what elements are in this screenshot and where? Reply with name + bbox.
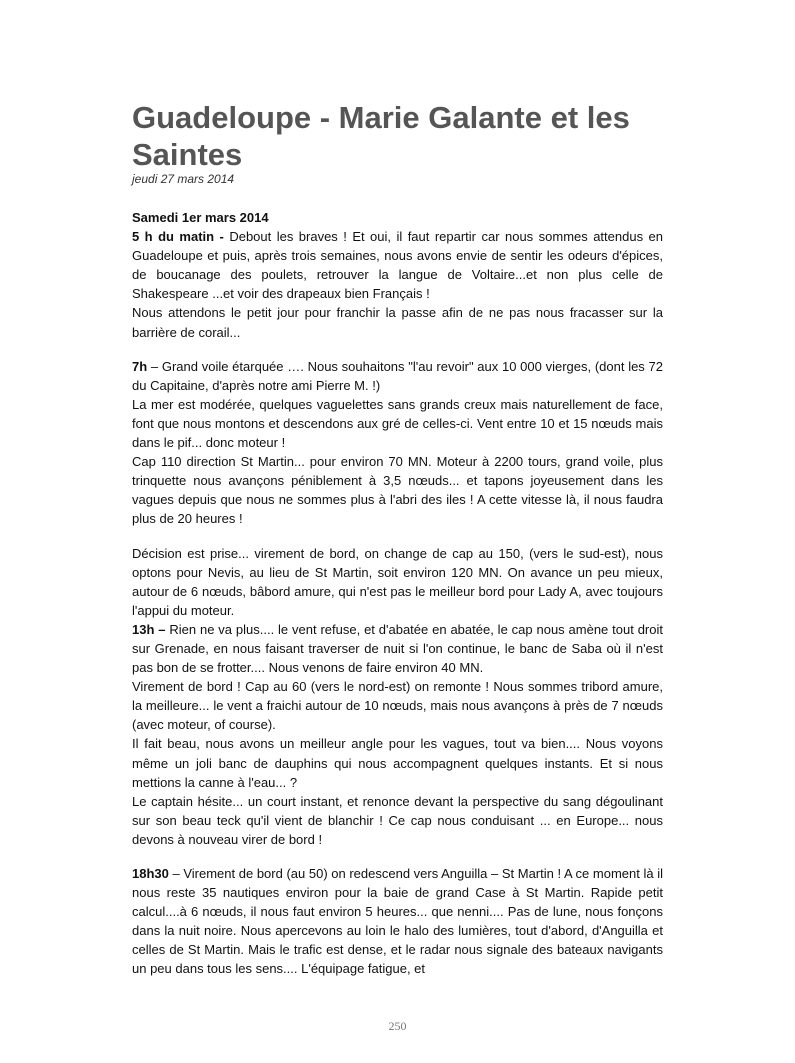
time-label: 13h – bbox=[132, 621, 166, 637]
day-heading: Samedi 1er mars 2014 bbox=[132, 210, 269, 225]
post-date: jeudi 27 mars 2014 bbox=[132, 172, 235, 186]
paragraph-text: Rien ne va plus.... le vent refuse, et d'abatée en abatée, le cap nous amène tout droit sur Grenade, en nous faisant traverser de nuit si l'on continue, le banc de Saba où il n'est pas bon de se frotter.... Nous venons de faire environ 40 MN. bbox=[132, 621, 663, 676]
paragraph bbox=[132, 227, 663, 303]
page-title: Guadeloupe - Marie Galante et les Saintes bbox=[132, 100, 630, 172]
time-label: 5 h du matin - bbox=[132, 229, 224, 245]
paragraph-text: – Virement de bord (au 50) on redescend vers Anguilla – St Martin ! A ce moment là il nous reste 35 nautiques environ pour la baie de grand Case à St Martin. Rapide petit calcul....à 6 nœuds, il nous faut environ 5 heures... que nenni.... Pas de lune, nous fonçons dans la nuit noire. Nous apercevons au loin le halo des lumières, tout d'abord, d'Anguilla et celles de St Martin. Mais le trafic est dense, et le radar nous signale des bateaux navigants un peu dans tous les sens.... L'équipage fatigue, et bbox=[132, 866, 663, 977]
paragraph: Le captain hésite... un court instant, et renonce devant la perspective du sang dégoulinant sur son beau teck qu'il vient de blanchir ! Ce cap nous conduisant ... en Europe... nous devons à nouveau virer de bord ! bbox=[132, 793, 663, 847]
time-label: 18h30 bbox=[132, 866, 169, 881]
paragraph: Virement de bord ! Cap au 60 (vers le nord-est) on remonte ! Nous sommes tribord amure, la meilleure... le vent a fraichi autour de 10 nœuds, mais nous avançons à près de 7 nœuds (avec moteur, of course). bbox=[132, 679, 663, 733]
page-number: 250 bbox=[388, 1019, 407, 1033]
paragraph bbox=[132, 864, 663, 979]
paragraph bbox=[132, 357, 663, 395]
paragraph: Nous attendons le petit jour pour franchir la passe afin de ne pas nous fracasser sur la barrière de corail... bbox=[132, 305, 663, 340]
paragraph: Cap 110 direction St Martin... pour environ 70 MN. Moteur à 2200 tours, grand voile, plus trinquette nous avançons péniblement à 3,5 nœuds... et tapons joyeusement dans les vagues depuis que nous ne sommes plus à l'abri des iles ! A cette vitesse là, il nous faudra plus de 20 heures ! bbox=[132, 454, 663, 527]
paragraph bbox=[132, 620, 663, 677]
paragraph: Il fait beau, nous avons un meilleur angle pour les vagues, tout va bien.... Nous voyons même un joli banc de dauphins qui nous accompagnent quelques instants. Et si nous mettions la canne à l'eau... ? bbox=[132, 736, 663, 790]
paragraph-text: – Grand voile étarquée …. Nous souhaitons "l'au revoir" aux 10 000 vierges, (dont les 72 du Capitaine, d'après notre ami Pierre M. !) bbox=[132, 358, 663, 393]
paragraph: Décision est prise... virement de bord, on change de cap au 150, (vers le sud-est), nous optons pour Nevis, au lieu de St Martin, soit environ 120 MN. On avance un peu mieux, autour de 6 nœuds, bâbord amure, qui n'est pas le meilleur bord pour Lady A, avec toujours l'appui du moteur. bbox=[132, 545, 663, 618]
article-body bbox=[132, 208, 663, 979]
paragraph-text: Debout les braves ! Et oui, il faut repartir car nous sommes attendus en Guadeloupe et puis, après trois semaines, nous avons envie de sentir les odeurs d'épices, de boucanage des poulets, retrouver la langue de Voltaire...et non plus celle de Shakespeare ...et voir des drapeaux bien Français ! bbox=[132, 229, 663, 302]
time-label: 7h bbox=[132, 358, 148, 374]
paragraph: La mer est modérée, quelques vaguelettes sans grands creux mais naturellement de face, font que nous montons et descendons aux gré de celles-ci. Vent entre 10 et 15 nœuds mais dans le pif... donc moteur ! bbox=[132, 396, 663, 451]
